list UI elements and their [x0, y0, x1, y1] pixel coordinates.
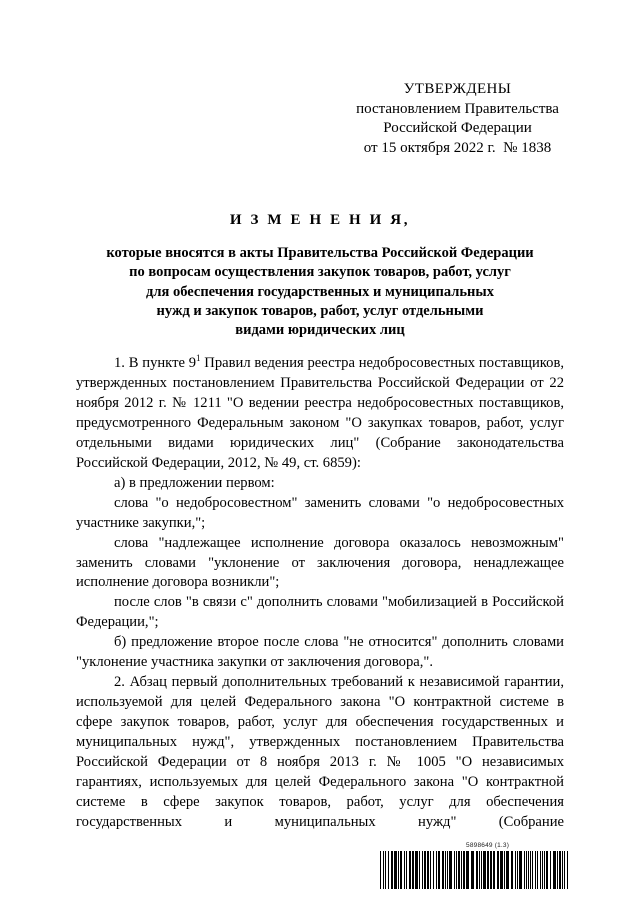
paragraph-1-lead: 1. В пункте 9	[114, 355, 197, 371]
barcode-icon	[380, 851, 570, 889]
approval-heading: УТВЕРЖДЕНЫ	[403, 81, 512, 97]
subtitle-line: видами юридических лиц	[235, 322, 405, 339]
paragraph-6: б) предложение второе после слова "не относится" дополнить словами "уклонение участника закупки от заключения договора,".	[76, 634, 564, 671]
document-subtitle	[70, 244, 570, 340]
paragraph-2: а) в предложении первом:	[114, 474, 275, 491]
document-body	[76, 354, 564, 833]
paragraph-4: слова "надлежащее исполнение договора оказалось невозможным" заменить словами "уклонение от заключения договора, ненадлежащее исполнение договора возникли";	[76, 534, 564, 591]
approval-line-3: от 15 октября 2022 г. № 1838	[363, 139, 552, 156]
document-title: И З М Е Н Е Н И Я,	[229, 212, 411, 228]
subtitle-line: которые вносятся в акты Правительства Российской Федерации	[106, 245, 534, 261]
paragraph-1-rest: Правил ведения реестра недобросовестных поставщиков, утвержденных постановлением Правительства Российской Федерации от 22 ноября 2012 г. № 1211 "О ведении реестра недобросовестных поставщиков, предусмотренного Федеральным законом "О закупках товаров, работ, услуг отдельными видами юридических лиц" (Собрание законодательства Российской Федерации, 2012, № 49, ст. 6859):	[76, 355, 564, 471]
subtitle-line: по вопросам осуществления закупок товаров, работ, услуг	[129, 264, 511, 281]
paragraph-5: после слов "в связи с" дополнить словами "мобилизацией в Российской Федерации,";	[76, 594, 564, 631]
paragraph-7: 2. Абзац первый дополнительных требований к независимой гарантии, используемой для целей Федерального закона "О контрактной системе в сфере закупок товаров, работ, услуг для обеспечения государственных и муниципальных нужд", утвержденных постановлением Правительства Российской Федерации от 8 ноября 2013 г. № 1005 "О независимых гарантиях, используемых для целей Федерального закона "О контрактной системе в сфере закупок товаров, работ, услуг для обеспечения государственных и муниципальных нужд" (Собрание	[76, 674, 564, 830]
barcode-block	[380, 842, 570, 892]
approval-line-2: Российской Федерации	[383, 120, 532, 136]
paragraph-1-superscript: 1	[196, 353, 201, 363]
subtitle-line: нужд и закупок товаров, работ, услуг отдельными	[156, 302, 484, 319]
subtitle-line: для обеспечения государственных и муниципальных	[146, 283, 494, 300]
barcode-number: 5898649 (1.3)	[466, 842, 510, 849]
approval-line-1: постановлением Правительства	[356, 100, 559, 117]
paragraph-1	[76, 354, 564, 474]
approval-block	[330, 80, 585, 158]
paragraph-3: слова "о недобросовестном" заменить словами "о недобросовестных участнике закупки,";	[76, 494, 564, 531]
